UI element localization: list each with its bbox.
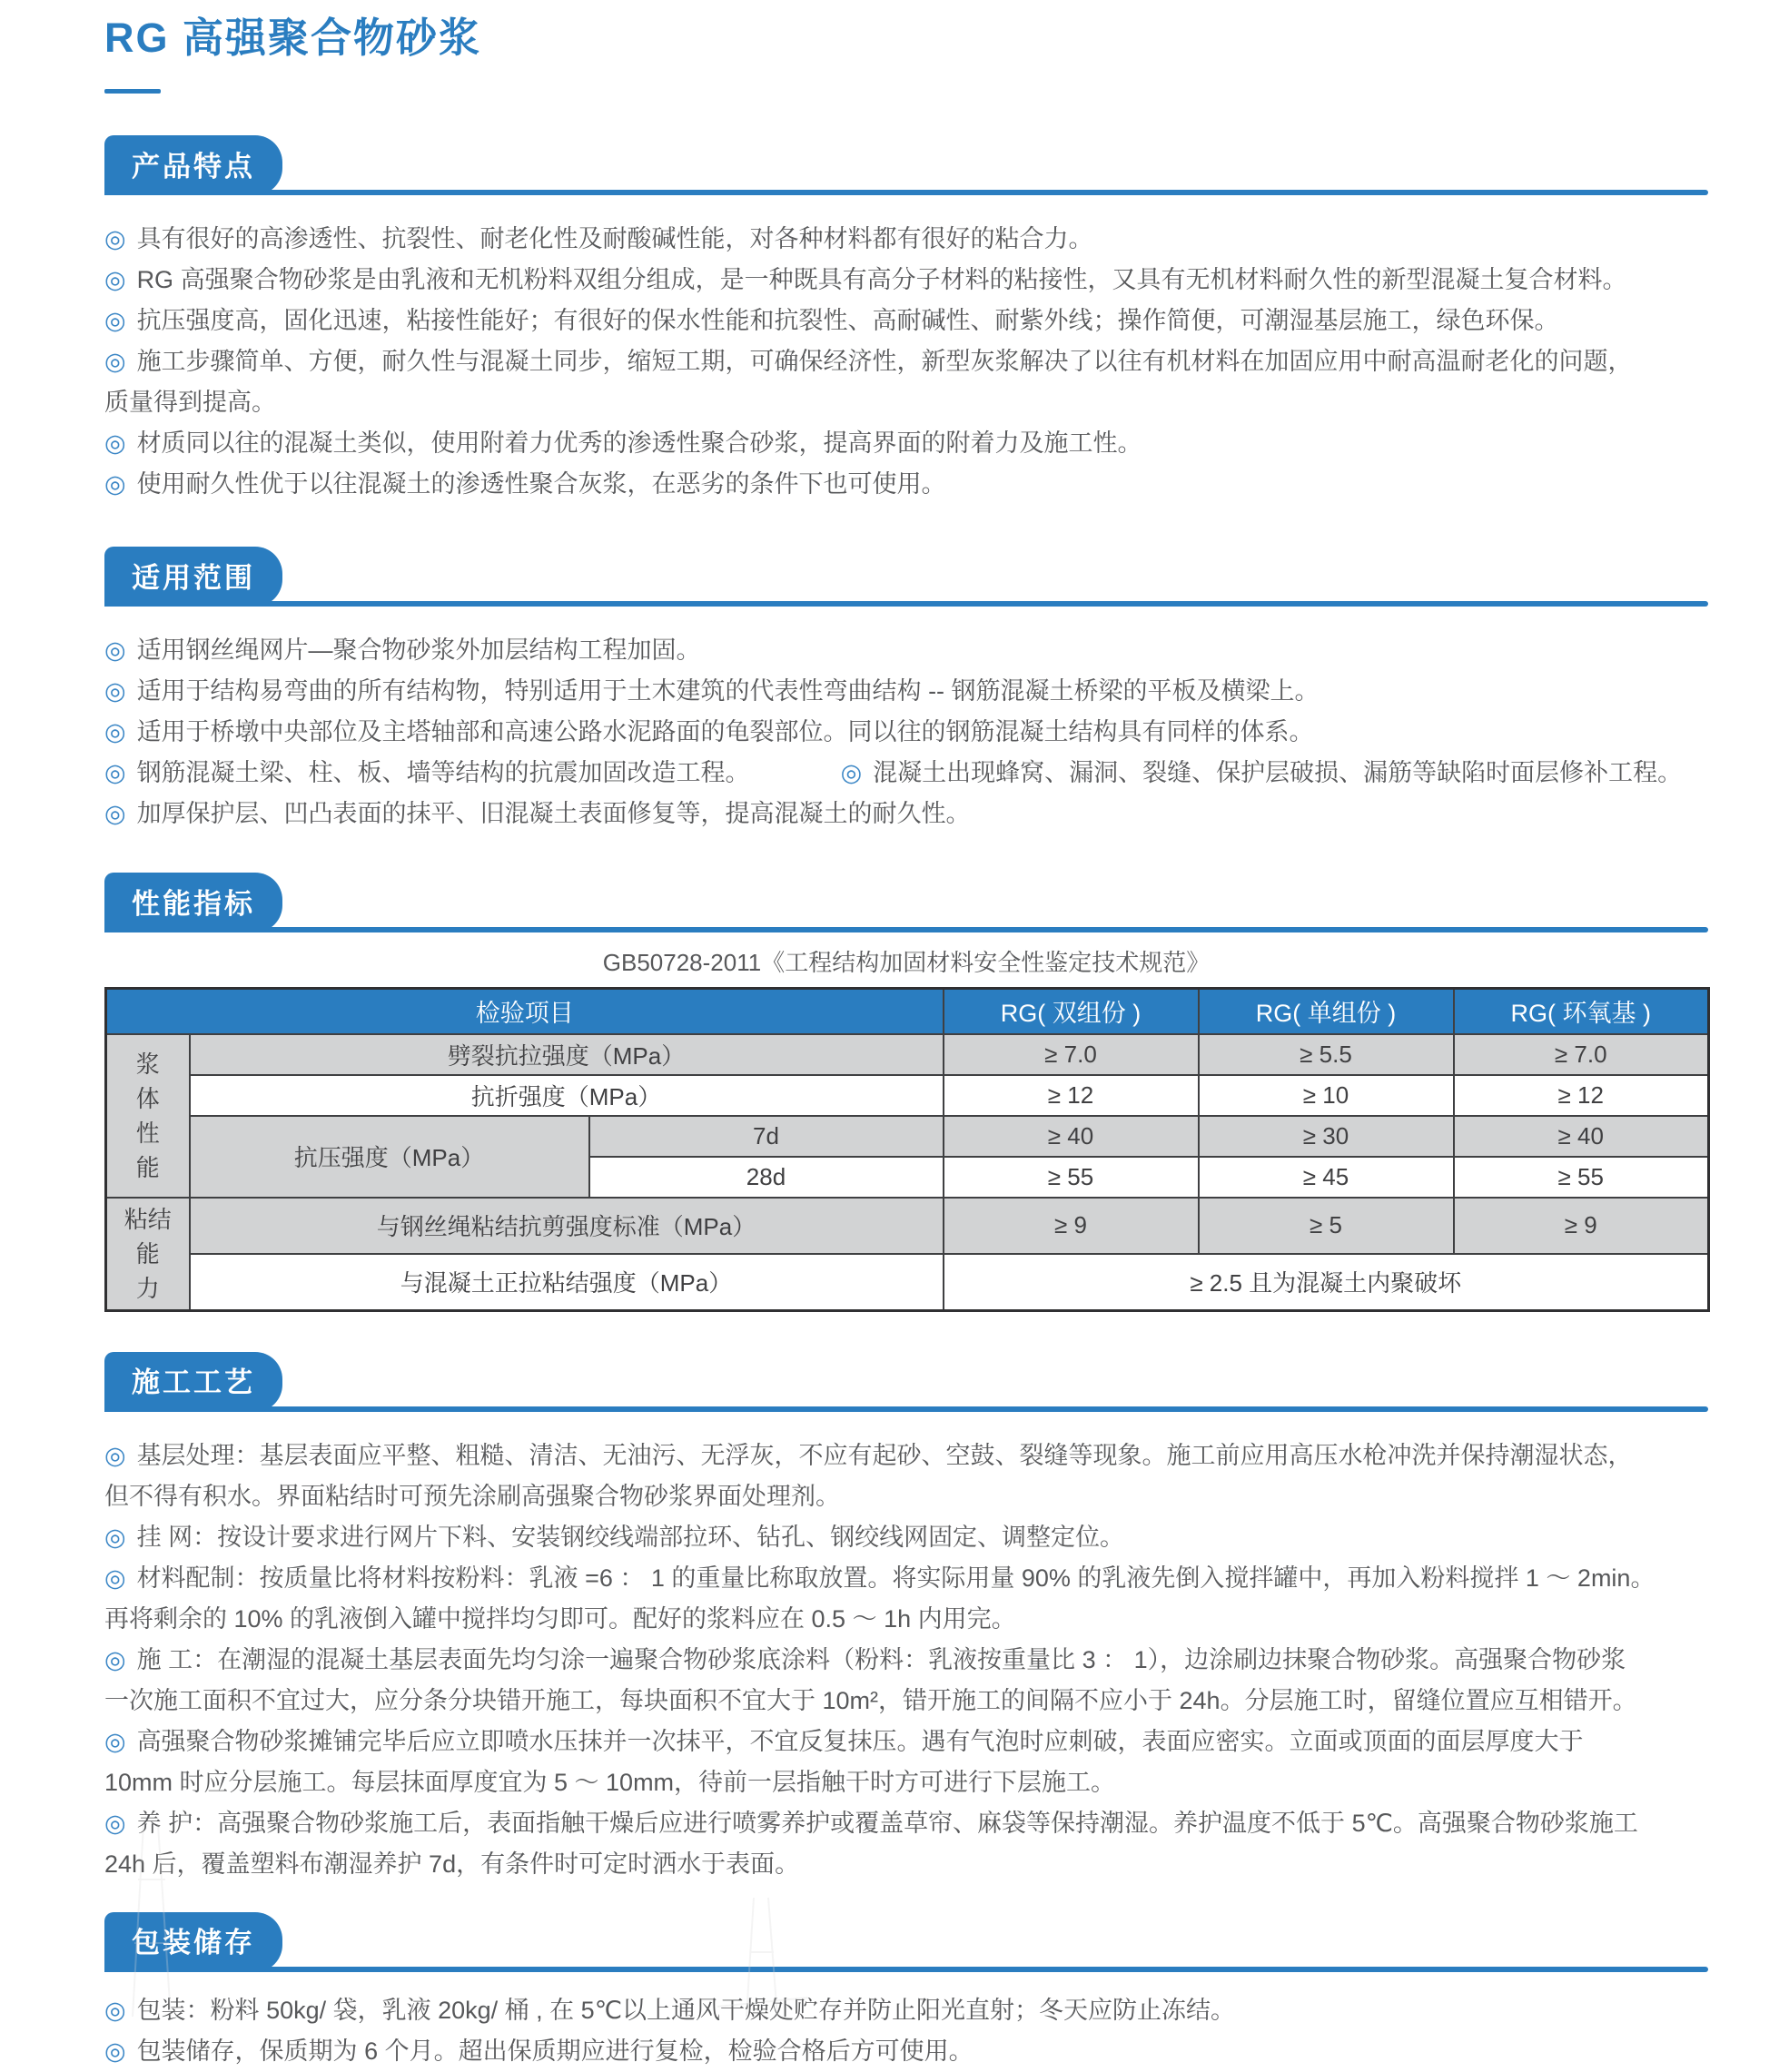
bullet-continuation: 但不得有积水。界面粘结时可预先涂刷高强聚合物砂浆界面处理剂。 (104, 1482, 840, 1510)
section-scope (104, 547, 1708, 834)
bullet-continuation: 质量得到提高。 (104, 389, 276, 416)
list-item (104, 1803, 1730, 1885)
bullet-line (104, 260, 1730, 301)
bullet-icon: ◎ (104, 636, 126, 664)
list-item (104, 1517, 1730, 1558)
bullet-line (104, 2031, 1730, 2072)
bullet-text: 包装储存，保质期为 6 个月。超出保质期应进行复检，检验合格后方可使用。 (136, 2037, 974, 2065)
packaging-list (104, 1990, 1730, 2072)
list-item (104, 2031, 1730, 2072)
bullet-segment (104, 1810, 1638, 1837)
section-rule (104, 927, 1708, 932)
value-cell-merged: ≥ 2.5 且为混凝土内聚破坏 (944, 1254, 1709, 1310)
section-features (104, 135, 1708, 505)
bullet-segment (104, 1728, 1584, 1755)
bullet-line (104, 630, 1730, 671)
bullet-icon: ◎ (104, 2037, 126, 2065)
value-cell: ≥ 5 (1199, 1198, 1454, 1254)
page-title: RG 高强聚合物砂浆 (104, 15, 482, 61)
bullet-icon: ◎ (104, 1441, 126, 1469)
list-item (104, 1640, 1730, 1722)
features-list (104, 219, 1730, 505)
item-cell: 7d (589, 1116, 944, 1157)
bullet-segment (104, 800, 971, 827)
table-caption: GB50728-2011《工程结构加固材料安全性鉴定技术规范》 (602, 949, 1211, 976)
bullet-text: 加厚保护层、凹凸表面的抹平、旧混凝土表面修复等，提高混凝土的耐久性。 (136, 800, 971, 827)
bullet-text: 养 护：高强聚合物砂浆施工后，表面指触干燥后应进行喷雾养护或覆盖草帘、麻袋等保持潮湿。养护温度不低于 5℃。高强聚合物砂浆施工 (136, 1809, 1638, 1837)
item-cell: 劈裂抗拉强度（MPa） (190, 1034, 944, 1075)
list-item (104, 341, 1730, 423)
value-cell: ≥ 30 (1199, 1116, 1454, 1157)
bullet-line (104, 753, 1730, 794)
value-cell: ≥ 5.5 (1199, 1034, 1454, 1075)
table-row (106, 1254, 1709, 1310)
bullet-segment (104, 429, 1142, 457)
bullet-text: 施 工：在潮湿的混凝土基层表面先均匀涂一遍聚合物砂浆底涂料（粉料：乳液按重量比 3 ： 1），边涂刷边抹聚合物砂浆。高强聚合物砂浆 (136, 1645, 1626, 1673)
header-cell-item: 检验项目 (106, 989, 944, 1034)
bullet-line (104, 794, 1730, 834)
section-badge-packaging: 包装储存 (104, 1912, 282, 1972)
value-cell: ≥ 10 (1199, 1075, 1454, 1116)
table-row (106, 1034, 1709, 1075)
value-cell: ≥ 40 (1454, 1116, 1709, 1157)
bullet-icon: ◎ (104, 759, 126, 786)
table-header-row (106, 989, 1709, 1034)
row-group-label-line: 能 (135, 1153, 160, 1181)
section-rule (104, 1967, 1708, 1972)
bullet-continuation: 再将剩余的 10% 的乳液倒入罐中搅拌均匀即可。配好的浆料应在 0.5 ～ 1h 内用完。 (104, 1604, 1016, 1633)
section-badge-process: 施工工艺 (104, 1352, 282, 1412)
row-group-label-line: 体 (135, 1084, 160, 1112)
section-header (104, 1352, 1708, 1412)
list-item (104, 794, 1730, 834)
row-group-label-line: 粘结能 (124, 1205, 172, 1268)
value-cell: ≥ 9 (1454, 1198, 1709, 1254)
bullet-line (104, 1558, 1730, 1599)
bullet-segment (104, 1564, 1655, 1592)
bullet-continuation: 24h 后，覆盖塑料布潮湿养护 7d，有条件时可定时洒水于表面。 (104, 1850, 800, 1878)
list-item (104, 1558, 1730, 1640)
section-header (104, 873, 1708, 932)
bullet-icon: ◎ (104, 1564, 126, 1592)
bullet-segment (104, 1442, 1633, 1469)
bullet-icon: ◎ (104, 307, 126, 334)
bullet-text: 适用钢丝绳网片—聚合物砂浆外加层结构工程加固。 (136, 636, 701, 664)
row-group-label-line: 浆 (135, 1050, 160, 1078)
process-list (104, 1436, 1730, 1885)
value-cell: ≥ 45 (1199, 1157, 1454, 1198)
bullet-line (104, 1436, 1730, 1476)
bullet-text: 材质同以往的混凝土类似，使用附着力优秀的渗透性聚合砂浆，提高界面的附着力及施工性。 (136, 429, 1142, 457)
value-cell: ≥ 12 (944, 1075, 1199, 1116)
section-packaging (104, 1912, 1708, 2072)
section-badge-scope: 适用范围 (104, 547, 282, 607)
row-group-label (106, 1198, 190, 1311)
section-rule (104, 190, 1708, 195)
list-item (104, 219, 1730, 260)
bullet-segment (104, 1997, 1235, 2024)
table-row (106, 1198, 1709, 1254)
bullet-icon: ◎ (104, 800, 126, 827)
bullet-text: 适用于桥墩中央部位及主塔轴部和高速公路水泥路面的龟裂部位。同以往的钢筋混凝土结构具有同样的体系。 (136, 718, 1314, 745)
bullet-line (104, 301, 1730, 341)
bullet-text: 挂 网：按设计要求进行网片下料、安装钢绞线端部拉环、钻孔、钢绞线网固定、调整定位。 (136, 1523, 1125, 1551)
bullet-icon: ◎ (104, 225, 126, 252)
bullet-text: 高强聚合物砂浆摊铺完毕后应立即喷水压抹并一次抹平，不宜反复抹压。遇有气泡时应刺破，表面应密实。立面或顶面的面层厚度大于 (136, 1727, 1584, 1755)
bullet-segment (104, 348, 1633, 375)
bullet-segment (104, 225, 1093, 252)
bullet-segment (104, 2037, 974, 2065)
list-item (104, 260, 1730, 301)
bullet-line (104, 671, 1730, 712)
item-cell: 28d (589, 1157, 944, 1198)
section-header (104, 135, 1708, 195)
section-header (104, 547, 1708, 607)
section-process (104, 1352, 1708, 1885)
list-item (104, 423, 1730, 464)
value-cell: ≥ 12 (1454, 1075, 1709, 1116)
bullet-segment (104, 307, 1559, 334)
section-badge-features: 产品特点 (104, 135, 282, 195)
list-item (104, 1436, 1730, 1517)
bullet-segment (104, 636, 701, 664)
bullet-segment (104, 1646, 1626, 1673)
bullet-line (104, 1990, 1730, 2031)
list-item (104, 712, 1730, 753)
bullet-text: 抗压强度高，固化迅速，粘接性能好；有很好的保水性能和抗裂性、高耐碱性、耐紫外线；操作简便，可潮湿基层施工，绿色环保。 (136, 307, 1559, 334)
bullet-icon: ◎ (104, 266, 126, 293)
row-group-label-line: 性 (135, 1119, 160, 1147)
bullet-continuation: 10mm 时应分层施工。每层抹面厚度宜为 5 ～ 10mm，待前一层指触干时方可进行下层施工。 (104, 1768, 1116, 1796)
header-cell-grade: RG( 单组份 ) (1199, 989, 1454, 1034)
bullet-line (104, 423, 1730, 464)
header-cell-grade: RG( 双组份 ) (944, 989, 1199, 1034)
item-cell: 抗折强度（MPa） (190, 1075, 944, 1116)
bullet-icon: ◎ (104, 718, 126, 745)
bullet-icon: ◎ (104, 1645, 126, 1673)
performance-table-slot (104, 987, 1708, 1312)
list-item (104, 301, 1730, 341)
bullet-icon: ◎ (104, 429, 126, 457)
bullet-segment (104, 718, 1314, 745)
bullet-line (104, 1640, 1730, 1681)
bullet-line (104, 219, 1730, 260)
bullet-icon: ◎ (104, 1523, 126, 1551)
title-underline (104, 89, 161, 94)
bullet-text: 包装：粉料 50kg/ 袋，乳液 20kg/ 桶 , 在 5℃以上通风干燥处贮存并防止阳光直射；冬天应防止冻结。 (136, 1996, 1236, 2024)
bullet-text: 施工步骤简单、方便，耐久性与混凝土同步，缩短工期，可确保经济性，新型灰浆解决了以往有机材料在加固应用中耐高温耐老化的问题， (136, 348, 1633, 375)
bullet-icon: ◎ (104, 348, 126, 375)
row-group-label (106, 1034, 190, 1198)
bullet-icon: ◎ (104, 677, 126, 705)
bullet-line (104, 712, 1730, 753)
section-rule (104, 601, 1708, 607)
bullet-text: RG 高强聚合物砂浆是由乳液和无机粉料双组分组成，是一种既具有高分子材料的粘接性，又具有无机材料耐久性的新型混凝土复合材料。 (136, 266, 1627, 293)
bullet-segment (841, 759, 1683, 786)
bullet-segment (104, 266, 1627, 293)
bullet-text: 适用于结构易弯曲的所有结构物，特别适用于土木建筑的代表性弯曲结构 -- 钢筋混凝土桥梁的平板及横梁上。 (136, 677, 1320, 705)
bullet-segment (104, 470, 946, 498)
section-performance (104, 873, 1708, 1312)
value-cell: ≥ 55 (1454, 1157, 1709, 1198)
list-item (104, 464, 1730, 505)
value-cell: ≥ 9 (944, 1198, 1199, 1254)
bullet-text: 材料配制：按质量比将材料按粉料：乳液 =6 ： 1 的重量比称取放置。将实际用量 90% 的乳液先倒入搅拌罐中，再加入粉料搅拌 1 ～ 2min。 (136, 1564, 1656, 1592)
header-cell-grade: RG( 环氧基 ) (1454, 989, 1709, 1034)
value-cell: ≥ 7.0 (1454, 1034, 1709, 1075)
list-item (104, 753, 1730, 794)
list-item (104, 630, 1730, 671)
bullet-segment (104, 1524, 1124, 1551)
bullet-icon: ◎ (104, 1996, 126, 2024)
list-item (104, 671, 1730, 712)
list-item (104, 1990, 1730, 2031)
item-cell: 抗压强度（MPa） (190, 1116, 589, 1198)
item-cell: 与钢丝绳粘结抗剪强度标准（MPa） (190, 1198, 944, 1254)
value-cell: ≥ 55 (944, 1157, 1199, 1198)
value-cell: ≥ 7.0 (944, 1034, 1199, 1075)
bullet-line (104, 1722, 1730, 1762)
value-cell: ≥ 40 (944, 1116, 1199, 1157)
row-group-label-line: 力 (135, 1274, 160, 1302)
bullet-text: 具有很好的高渗透性、抗裂性、耐老化性及耐酸碱性能，对各种材料都有很好的粘合力。 (136, 225, 1093, 252)
bullet-text: 基层处理：基层表面应平整、粗糙、清洁、无油污、无浮灰，不应有起砂、空鼓、裂缝等现象。施工前应用高压水枪冲洗并保持潮湿状态， (136, 1441, 1633, 1469)
section-rule (104, 1406, 1708, 1412)
bullet-line (104, 1517, 1730, 1558)
bullet-text: 使用耐久性优于以往混凝土的渗透性聚合灰浆，在恶劣的条件下也可使用。 (136, 470, 946, 498)
bullet-line (104, 341, 1730, 382)
section-badge-performance: 性能指标 (104, 873, 282, 932)
item-cell: 与混凝土正拉粘结强度（MPa） (190, 1254, 944, 1310)
bullet-segment (104, 759, 750, 786)
bullet-text: 钢筋混凝土梁、柱、板、墙等结构的抗震加固改造工程。 (136, 759, 750, 786)
bullet-segment (104, 677, 1320, 705)
list-item (104, 1722, 1730, 1803)
scope-list (104, 630, 1730, 834)
table-row (106, 1116, 1709, 1157)
bullet-icon: ◎ (104, 470, 126, 498)
section-header (104, 1912, 1708, 1972)
table-row (106, 1075, 1709, 1116)
performance-table (104, 987, 1710, 1312)
bullet-text: 混凝土出现蜂窝、漏洞、裂缝、保护层破损、漏筋等缺陷时面层修补工程。 (873, 759, 1683, 786)
bullet-icon: ◎ (104, 1727, 126, 1755)
bullet-continuation: 一次施工面积不宜过大，应分条分块错开施工，每块面积不宜大于 10m²，错开施工的间隔不应小于 24h。分层施工时，留缝位置应互相错开。 (104, 1686, 1637, 1714)
bullet-icon: ◎ (104, 1809, 126, 1837)
bullet-line (104, 464, 1730, 505)
bullet-icon: ◎ (840, 759, 863, 786)
bullet-line (104, 1803, 1730, 1844)
